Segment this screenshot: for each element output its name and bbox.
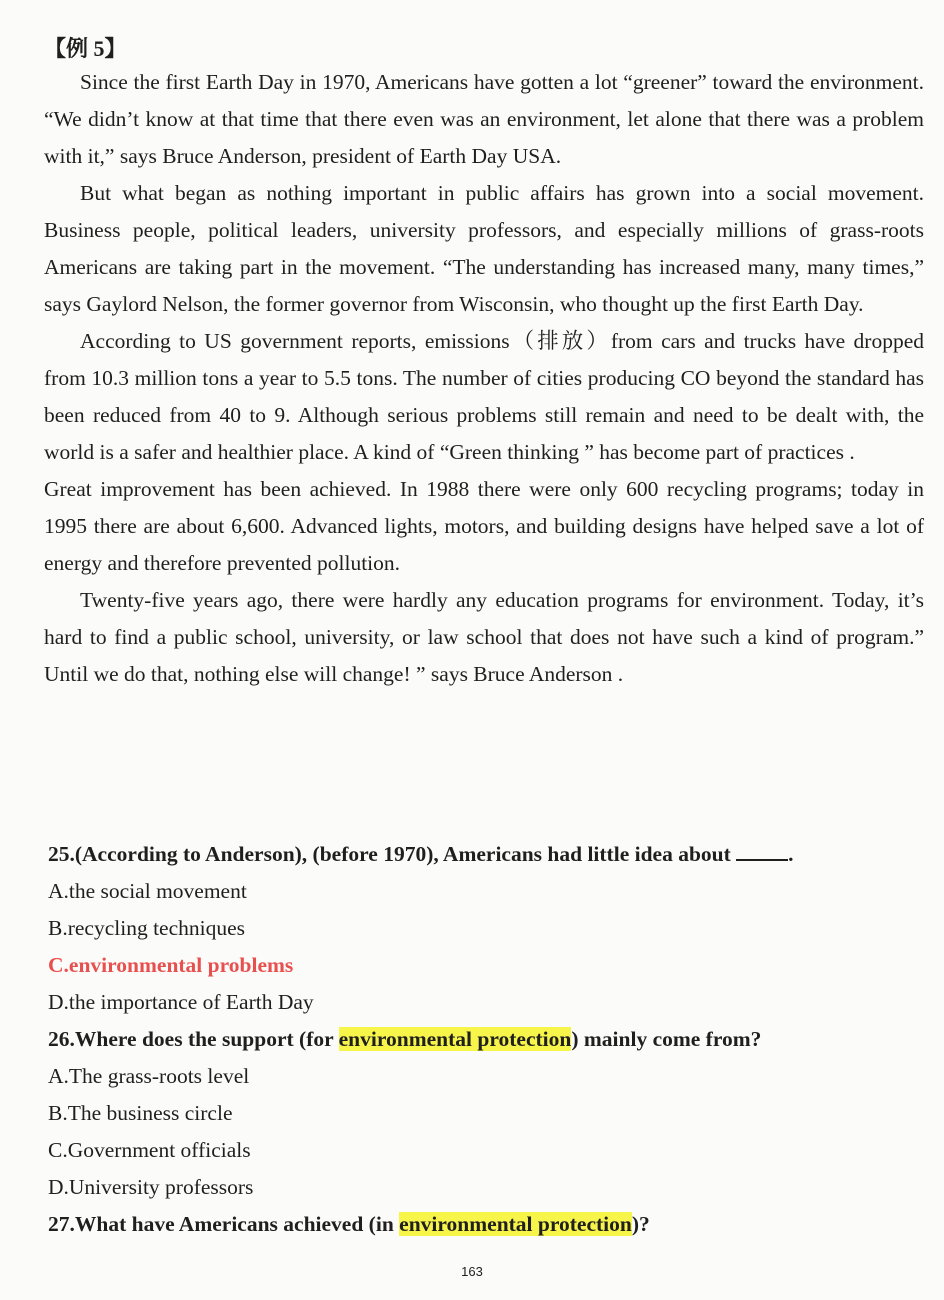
- passage-paragraph-3: According to US government reports, emissions（排放）from cars and trucks have dropped from 10.3 million tons a year to 5.5 tons. The number of cities producing CO beyond the standard has been reduced from 40 to 9. Although serious problems still remain and need to be dealt with, the world is a safer and healthier place. A kind of “Green thinking ” has become part of practices .: [44, 329, 924, 464]
- question-25-text: 25.(According to Anderson), (before 1970), Americans had little idea about: [48, 842, 731, 866]
- question-list: [48, 836, 928, 1243]
- question-27-stem: [48, 1206, 928, 1243]
- question-26-text-before: 26.Where does the support (for: [48, 1027, 339, 1051]
- question-26-option-b: B.The business circle: [48, 1101, 233, 1125]
- question-25-period: .: [788, 842, 794, 866]
- question-27-text-before: 27.What have Americans achieved (in: [48, 1212, 400, 1236]
- question-25-option-a: A.the social movement: [48, 879, 247, 903]
- reading-passage: [44, 64, 924, 693]
- passage-paragraph-5: Twenty-five years ago, there were hardly any education programs for environment. Today, it’s hard to find a public school, university, or law school that does not have such a kind of program.” Until we do that, nothing else will change! ” says Bruce Anderson .: [44, 588, 924, 686]
- question-26-option-c: C.Government officials: [48, 1138, 251, 1162]
- passage-paragraph-2: But what began as nothing important in public affairs has grown into a social movement. Business people, political leaders, university professors, and especially millions of grass-roots Americans are taking part in the movement. “The understanding has increased many, many times,” says Gaylord Nelson, the former governor from Wisconsin, who thought up the first Earth Day.: [44, 181, 924, 316]
- page-number: 163: [461, 1264, 483, 1279]
- question-26-option-a: A.The grass-roots level: [48, 1064, 250, 1088]
- example-label: 【例 5】: [44, 36, 127, 61]
- question-25-stem: [48, 836, 928, 873]
- answer-blank: [736, 841, 788, 861]
- question-25-option-b: B.recycling techniques: [48, 916, 246, 940]
- question-27-highlight: environmental protection: [399, 1212, 632, 1236]
- question-27-text-after: )?: [631, 1212, 650, 1236]
- question-25-option-d: D.the importance of Earth Day: [48, 990, 314, 1014]
- question-26-stem: [48, 1021, 928, 1058]
- passage-paragraph-4: Great improvement has been achieved. In 1988 there were only 600 recycling programs; today in 1995 there are about 6,600. Advanced lights, motors, and building designs have helped save a lot of energy and therefore prevented pollution.: [44, 477, 924, 575]
- question-25-option-c-correct: C.environmental problems: [48, 953, 294, 977]
- question-26-text-after: ) mainly come from?: [571, 1027, 762, 1051]
- question-26-highlight: environmental protection: [338, 1027, 572, 1051]
- question-26-option-d: D.University professors: [48, 1175, 254, 1199]
- passage-paragraph-1: Since the first Earth Day in 1970, Americans have gotten a lot “greener” toward the environment. “We didn’t know at that time that there even was an environment, let alone that there was a problem with it,” says Bruce Anderson, president of Earth Day USA.: [44, 70, 924, 168]
